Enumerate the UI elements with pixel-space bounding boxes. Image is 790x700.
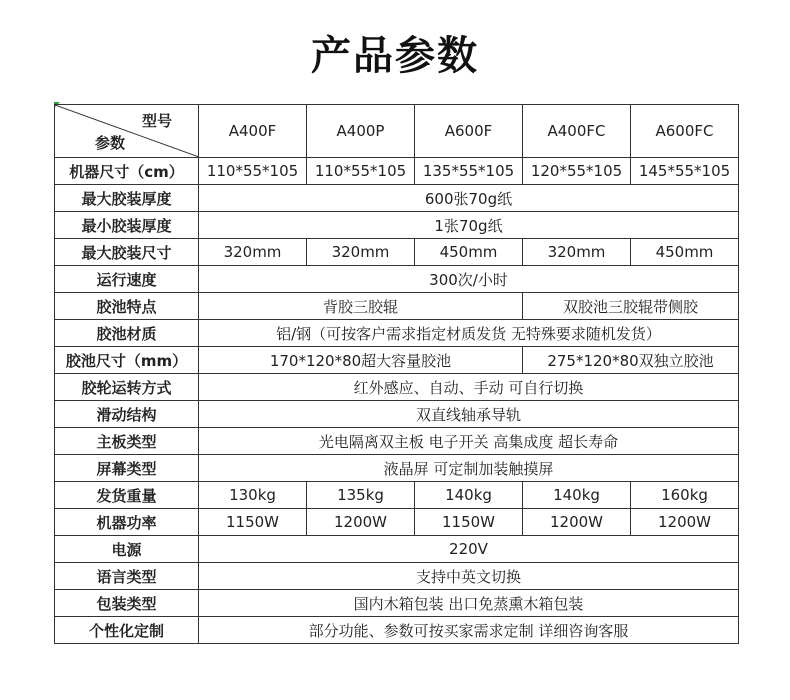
cell-value: 110*55*105 xyxy=(307,158,415,185)
cell-value: 320mm xyxy=(523,239,631,266)
cell-value: 160kg xyxy=(631,482,739,509)
model-name: A400P xyxy=(307,105,415,158)
spec-table xyxy=(54,104,739,644)
cell-value: 1150W xyxy=(199,509,307,536)
table-row xyxy=(55,266,739,293)
table-row xyxy=(55,401,739,428)
header-row xyxy=(55,105,739,158)
cell-value: 145*55*105 xyxy=(631,158,739,185)
cell-value: 170*120*80超大容量胶池 xyxy=(199,347,523,374)
param-label: 主板类型 xyxy=(55,428,199,455)
corner-cell xyxy=(55,105,199,158)
cell-value: 液晶屏 可定制加装触摸屏 xyxy=(199,455,739,482)
table-row xyxy=(55,239,739,266)
table-row xyxy=(55,158,739,185)
model-name: A400FC xyxy=(523,105,631,158)
diagonal-line xyxy=(55,105,199,157)
table-row xyxy=(55,320,739,347)
model-name: A600FC xyxy=(631,105,739,158)
cell-value: 双直线轴承导轨 xyxy=(199,401,739,428)
cell-value: 国内木箱包装 出口免蒸熏木箱包装 xyxy=(199,590,739,617)
table-row xyxy=(55,347,739,374)
table-row xyxy=(55,563,739,590)
cell-value: 140kg xyxy=(523,482,631,509)
param-label: 包装类型 xyxy=(55,590,199,617)
model-name: A600F xyxy=(415,105,523,158)
table-row xyxy=(55,374,739,401)
table-row xyxy=(55,482,739,509)
cell-value: 双胶池三胶辊带侧胶 xyxy=(523,293,739,320)
cell-value: 320mm xyxy=(307,239,415,266)
cell-value: 红外感应、自动、手动 可自行切换 xyxy=(199,374,739,401)
param-label: 机器尺寸（cm） xyxy=(55,158,199,185)
param-label: 最大胶装尺寸 xyxy=(55,239,199,266)
model-name: A400F xyxy=(199,105,307,158)
param-label: 胶轮运转方式 xyxy=(55,374,199,401)
cell-value: 背胶三胶辊 xyxy=(199,293,523,320)
cell-value: 140kg xyxy=(415,482,523,509)
model-header-label: 型号 xyxy=(141,112,172,130)
cell-value: 支持中英文切换 xyxy=(199,563,739,590)
cell-value: 光电隔离双主板 电子开关 高集成度 超长寿命 xyxy=(199,428,739,455)
cell-value: 110*55*105 xyxy=(199,158,307,185)
table-row xyxy=(55,536,739,563)
page-title: 产品参数 xyxy=(311,33,479,79)
cell-value: 220V xyxy=(199,536,739,563)
table-row xyxy=(55,185,739,212)
param-label: 机器功率 xyxy=(55,509,199,536)
cell-value: 1200W xyxy=(523,509,631,536)
cell-value: 450mm xyxy=(415,239,523,266)
param-label: 胶池尺寸（mm） xyxy=(55,347,199,374)
param-label: 胶池特点 xyxy=(55,293,199,320)
param-label: 最大胶装厚度 xyxy=(55,185,199,212)
param-label: 运行速度 xyxy=(55,266,199,293)
cell-value: 450mm xyxy=(631,239,739,266)
cell-value: 600张70g纸 xyxy=(199,185,739,212)
param-label: 胶池材质 xyxy=(55,320,199,347)
cell-value: 275*120*80双独立胶池 xyxy=(523,347,739,374)
param-label: 个性化定制 xyxy=(55,617,199,644)
table-row xyxy=(55,617,739,644)
cell-value: 1200W xyxy=(307,509,415,536)
table-row xyxy=(55,428,739,455)
cell-value: 135*55*105 xyxy=(415,158,523,185)
param-label: 滑动结构 xyxy=(55,401,199,428)
cell-value: 铝/钢（可按客户需求指定材质发货 无特殊要求随机发货） xyxy=(199,320,739,347)
cell-value: 1150W xyxy=(415,509,523,536)
table-row xyxy=(55,293,739,320)
param-label: 屏幕类型 xyxy=(55,455,199,482)
cell-value: 1张70g纸 xyxy=(199,212,739,239)
table-row xyxy=(55,455,739,482)
cell-value: 130kg xyxy=(199,482,307,509)
param-label: 电源 xyxy=(55,536,199,563)
cell-value: 1200W xyxy=(631,509,739,536)
table-row xyxy=(55,590,739,617)
table-row xyxy=(55,509,739,536)
param-label: 最小胶装厚度 xyxy=(55,212,199,239)
param-header-label: 参数 xyxy=(95,134,126,152)
param-label: 语言类型 xyxy=(55,563,199,590)
cell-value: 320mm xyxy=(199,239,307,266)
param-label: 发货重量 xyxy=(55,482,199,509)
cell-value: 135kg xyxy=(307,482,415,509)
cell-value: 部分功能、参数可按买家需求定制 详细咨询客服 xyxy=(199,617,739,644)
cell-value: 120*55*105 xyxy=(523,158,631,185)
table-row xyxy=(55,212,739,239)
cell-value: 300次/小时 xyxy=(199,266,739,293)
